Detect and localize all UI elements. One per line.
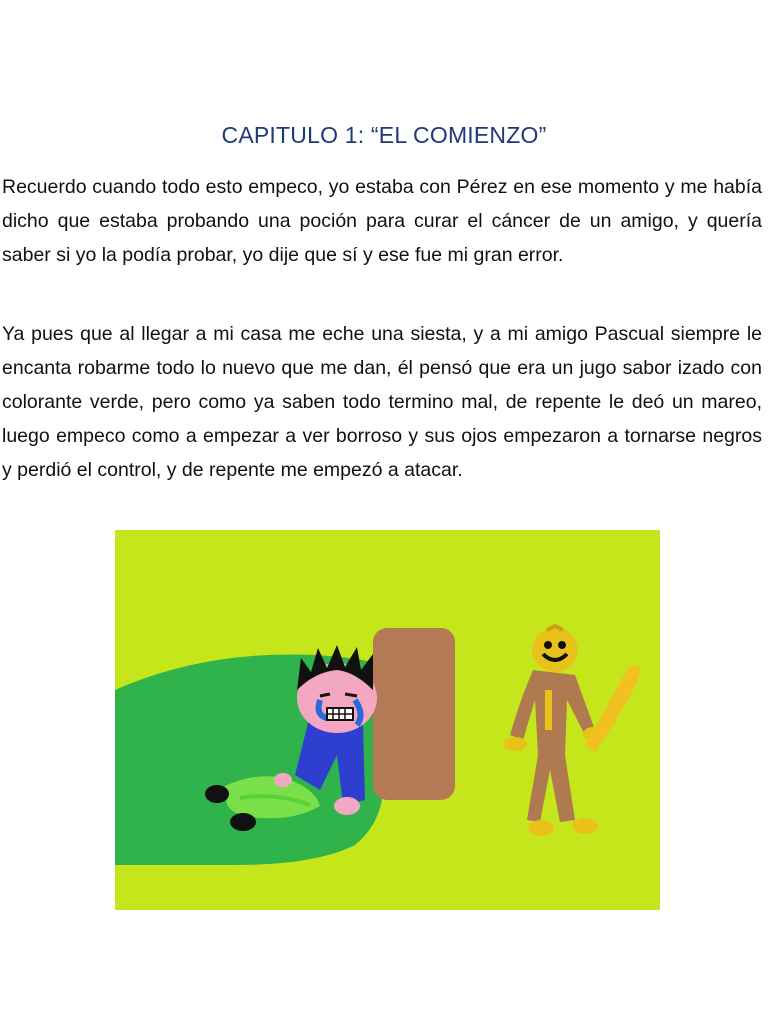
- black-drop-1: [205, 785, 229, 803]
- brown-wall: [373, 628, 455, 800]
- paragraph-1: Recuerdo cuando todo esto empeco, yo estaba con Pérez en ese momento y me había dicho que estaba probando una poción para curar el cáncer de un amigo, y quería saber si yo la podía probar, yo dije que sí y ese fue mi gran error.: [2, 176, 762, 266]
- monster-foot-left: [528, 820, 554, 836]
- monster-foot-right: [572, 818, 598, 834]
- monster-eye-left: [544, 641, 552, 649]
- boy-hand: [334, 797, 360, 815]
- boy-eye-left: [320, 694, 330, 696]
- monster-belly-stripe: [545, 690, 552, 730]
- chapter-title: CAPITULO 1: “EL COMIENZO”: [221, 122, 547, 148]
- story-illustration: [115, 530, 660, 910]
- black-drop-2: [230, 813, 256, 831]
- boy-eye-right: [345, 694, 357, 696]
- paragraph-2: Ya pues que al llegar a mi casa me eche una siesta, y a mi amigo Pascual siempre le encanta robarme todo lo nuevo que me dan, él pensó que era un jugo sabor izado con colorante verde, pero como ya saben todo termino mal, de repente le deó un mareo, luego empeco como a empezar a ver borroso y sus ojos empezaron a tornarse negros y perdió el control, y de repente me empezó a atacar.: [2, 323, 762, 481]
- boy-hand-left: [274, 773, 292, 787]
- monster-head: [532, 628, 578, 672]
- monster-eye-right: [558, 641, 566, 649]
- monster-hand-left: [503, 737, 527, 751]
